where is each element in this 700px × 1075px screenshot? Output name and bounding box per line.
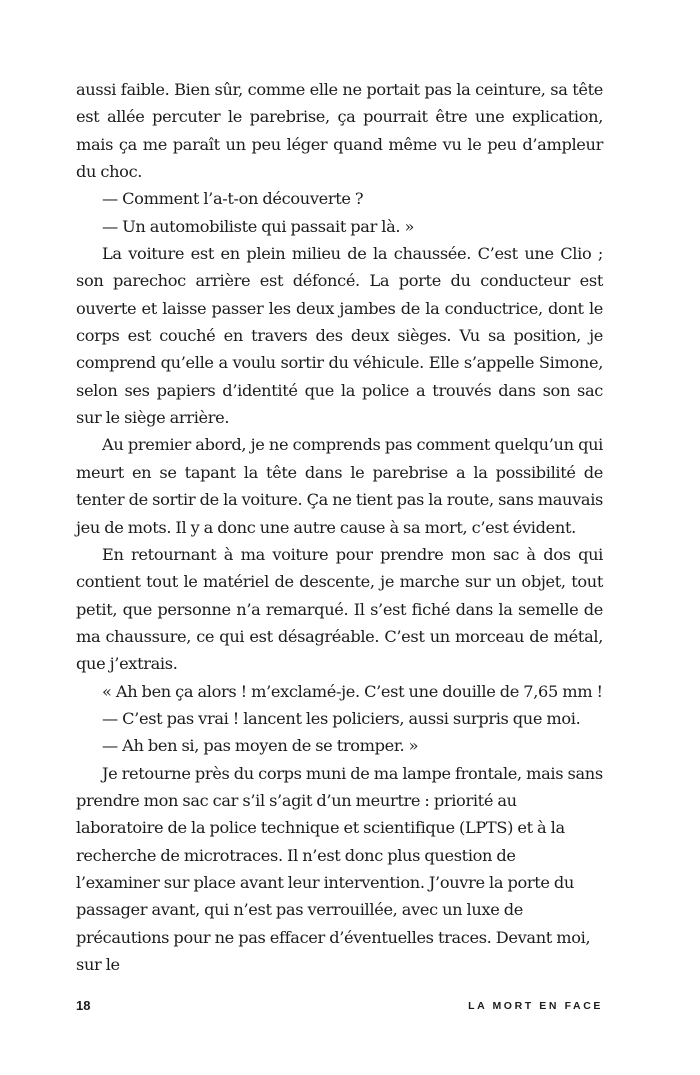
paragraph-3: — Un automobiliste qui passait par là. » — [102, 216, 415, 236]
paragraph-4: La voiture est en plein milieu de la chaussée. C’est une Clio ; son parechoc arrière est défoncé. La porte du conducteur est ouverte et laisse passer les deux jambes de la conductrice, dont le corps est couché en travers des deux sièges. Vu sa position, je comprend qu’elle a voulu sortir du véhicule. Elle s’appelle Simone, selon ses papiers d’identité que la police a trouvés dans son sac sur le siège arrière. — [76, 244, 603, 428]
paragraph-8: — C’est pas vrai ! lancent les policiers, aussi surpris que moi. — [102, 708, 581, 728]
page-footer — [76, 998, 603, 1018]
paragraph-5: Au premier abord, je ne comprends pas comment quelqu’un qui meurt en se tapant la tête dans le parebrise a la possibilité de tenter de sortir de la voiture. Ça ne tient pas la route, sans mauvais jeu de mots. Il y a donc une autre cause à sa mort, c’est évident. — [76, 435, 603, 537]
page-number: 18 — [76, 998, 91, 1013]
running-title: LA MORT EN FACE — [468, 1000, 603, 1012]
paragraph-6: En retournant à ma voiture pour prendre mon sac à dos qui contient tout le matériel de descente, je marche sur un objet, tout petit, que personne n’a remarqué. Il s’est fiché dans la semelle de ma chaussure, ce qui est désagréable. C’est un morceau de métal, que j’extrais. — [76, 544, 603, 674]
paragraph-10: Je retourne près du corps muni de ma lampe frontale, mais sans prendre mon sac car s’il s’agit d’un meurtre : priorité au laboratoire de la police technique et scientifique (LPTS) et à la recherche de microtraces. Il n’est donc plus question de l’examiner sur place avant leur intervention. J’ouvre la porte du passager avant, qui n’est pas verrouillée, avec un luxe de précautions pour ne pas effacer d’éventuelles traces. Devant moi, sur le — [76, 763, 603, 974]
paragraph-7: « Ah ben ça alors ! m’exclamé-je. C’est une douille de 7,65 mm ! — [102, 681, 603, 701]
paragraph-9: — Ah ben si, pas moyen de se tromper. » — [102, 736, 419, 756]
paragraph-2: — Comment l’a-t-on découverte ? — [102, 189, 364, 209]
body-text — [76, 76, 603, 978]
paragraph-1: aussi faible. Bien sûr, comme elle ne portait pas la ceinture, sa tête est allée percuter le parebrise, ça pourrait être une explication, mais ça me paraît un peu léger quand même vu le peu d’ampleur du choc. — [76, 80, 603, 182]
